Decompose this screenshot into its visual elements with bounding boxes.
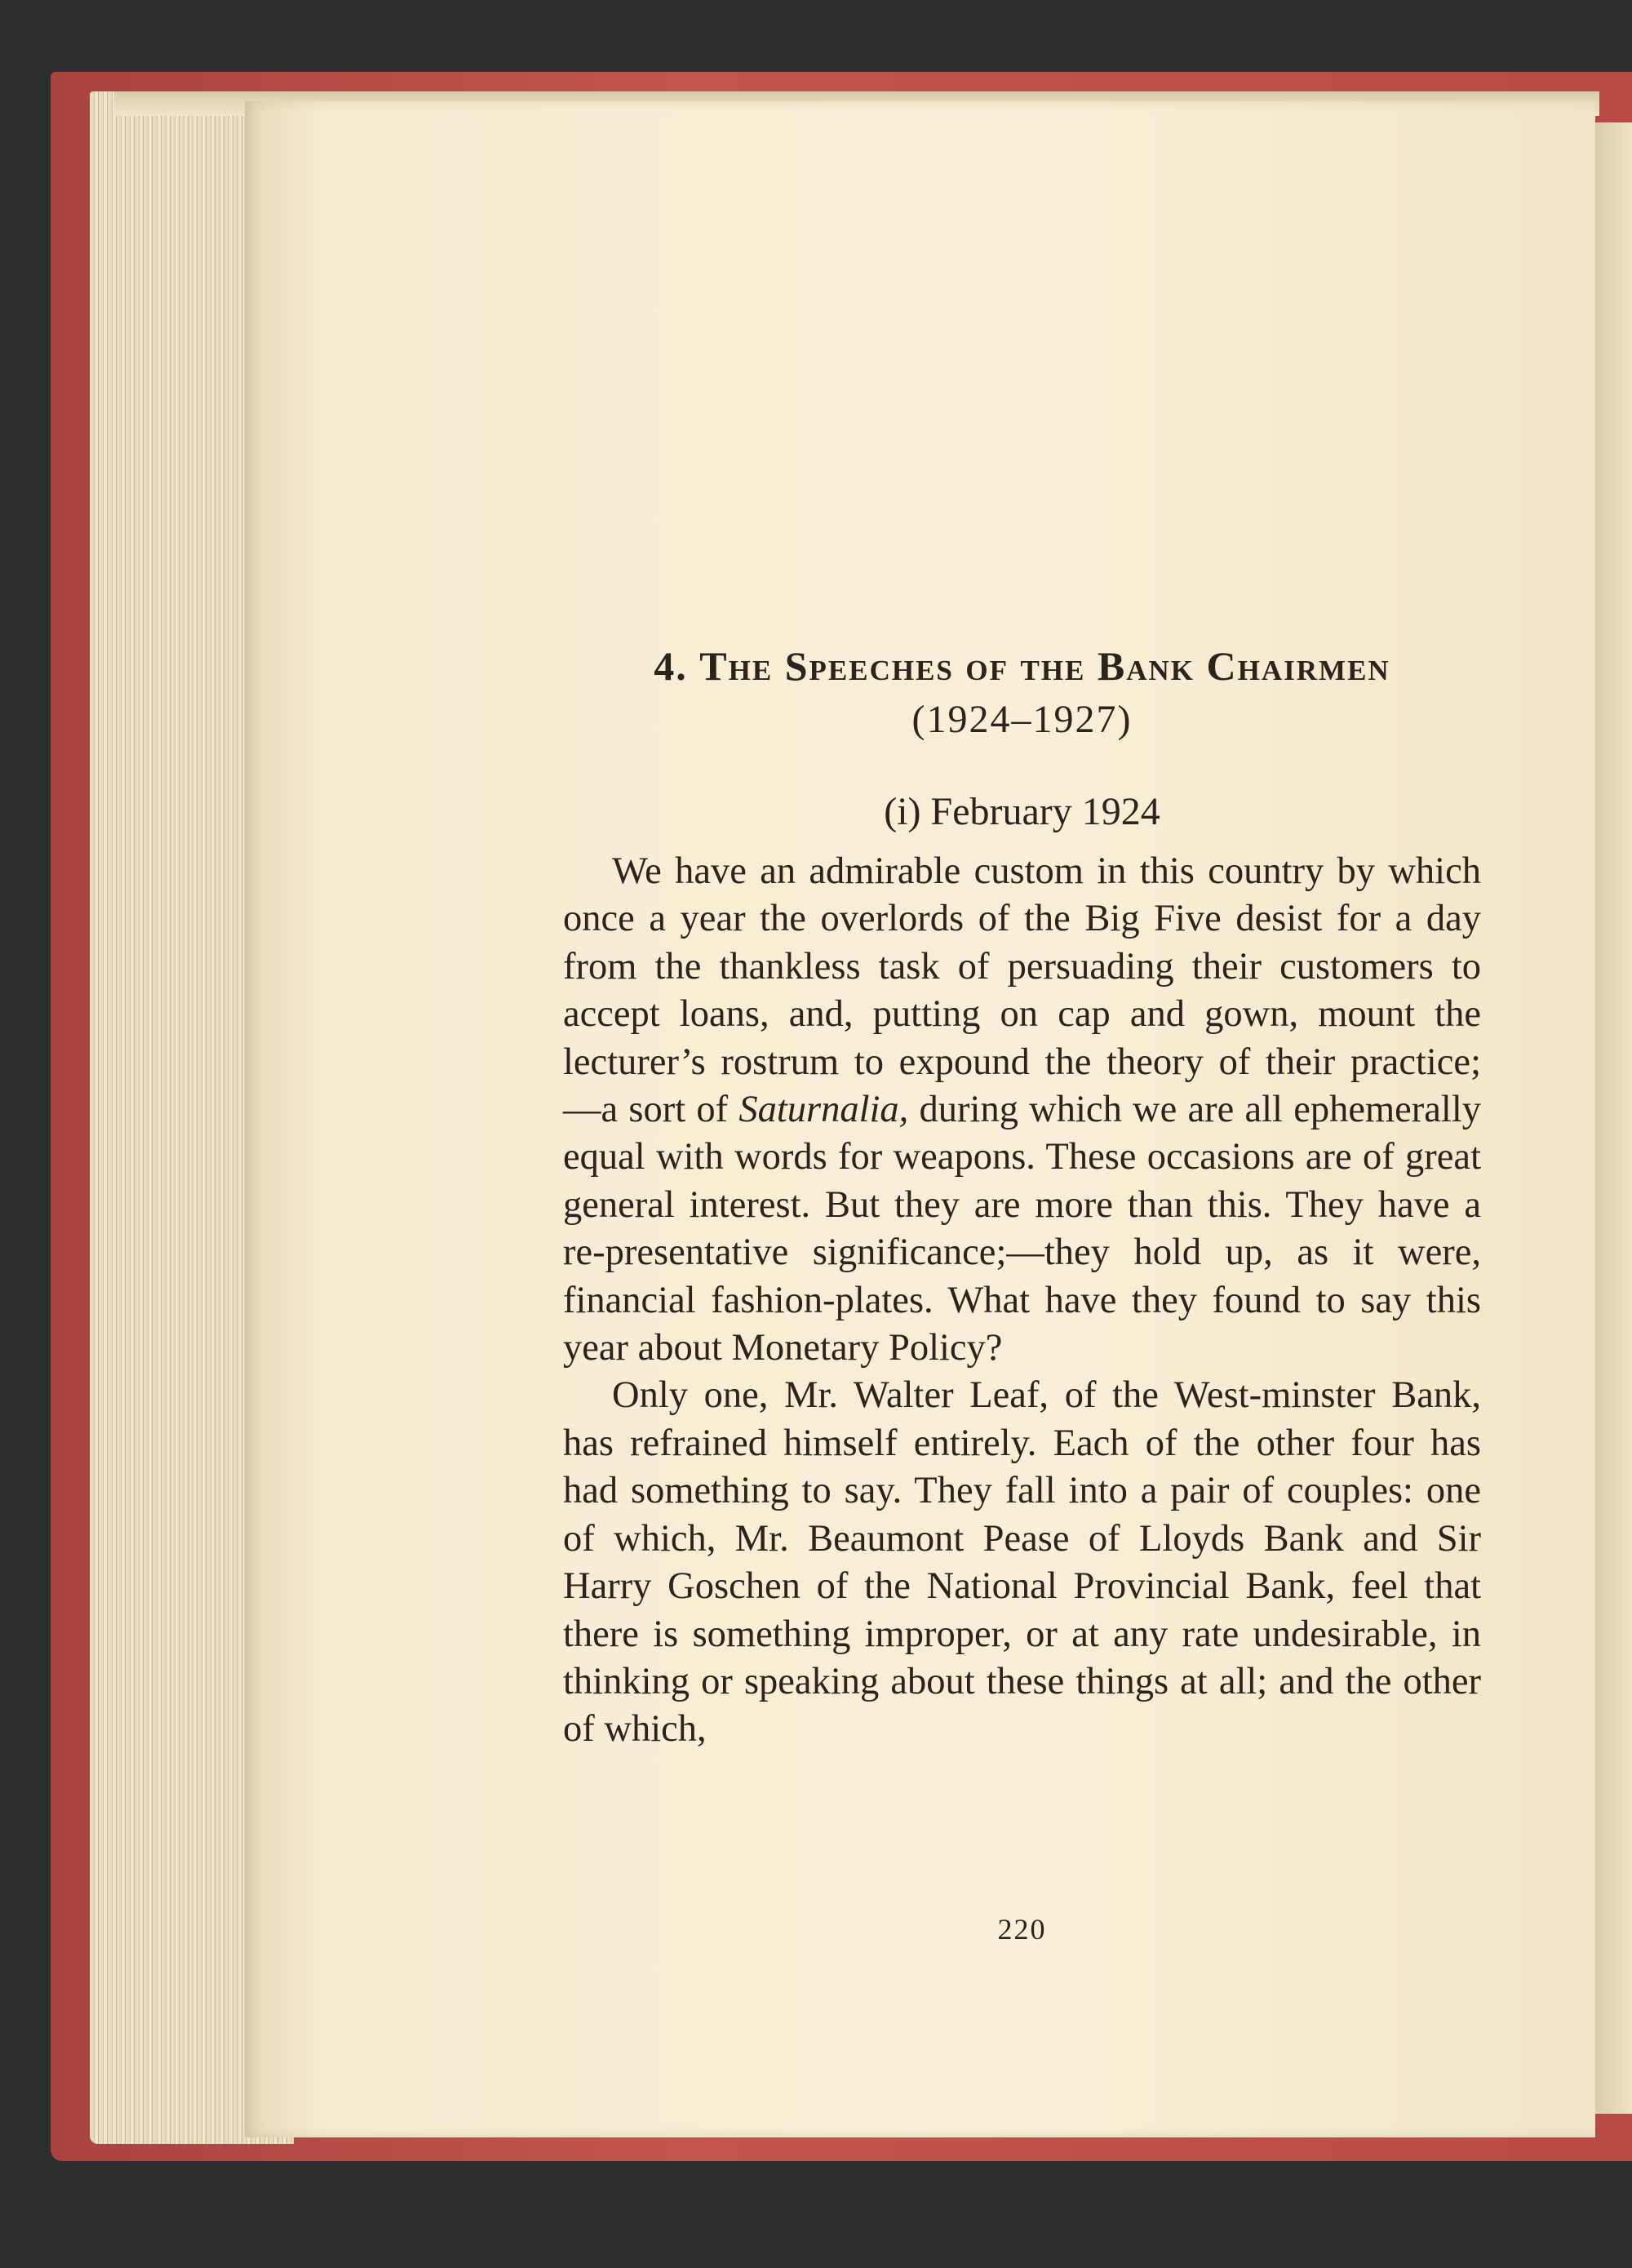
paragraph-1-text-cont: during which we are all ephemerally equal with words for weapons. These occasions are of great general interest. But they are more than this. They have a re-presentative significance;—they hold up, as it were, financial fashion-plates. What have they found to say this year about Monetary Policy? [563, 1089, 1481, 1369]
heading-number: 4. [654, 643, 688, 689]
body-text [563, 848, 1481, 1754]
chapter-heading [563, 641, 1481, 691]
page-text-column [563, 641, 1481, 1754]
page-number: 220 [997, 1913, 1047, 1946]
heading-word-chairmen: Chairmen [1206, 643, 1390, 689]
paragraph-2: Only one, Mr. Walter Leaf, of the West-minster Bank, has refrained himself entirely. Each of the other four has had something to say. They fall into a pair of couples: one of which, Mr. Beaumont Pease of Lloyds Bank and Sir Harry Goschen of the National Provincial Bank, feel that there is something improper, or at any rate undesirable, in thinking or speaking about these things at all; and the other of which, [563, 1374, 1481, 1751]
chapter-years: (1924–1927) [911, 698, 1133, 741]
heading-word-the: The [699, 643, 774, 689]
section-date: (i) February 1924 [884, 790, 1160, 833]
next-page-edge [1595, 122, 1632, 2114]
heading-word-bank: Bank [1097, 643, 1195, 689]
paragraph-1-text: We have an admirable custom in this country by which once a year the overlords of the Big Five desist for a day from the thankless task of persuading their customers to accept loans, and, putting on cap and gown, mount the lecturer’s rostrum to expound the theory of their practice; —a sort of [563, 850, 1481, 1131]
paragraph-1-italic: Saturnalia, [738, 1089, 909, 1131]
heading-word-speeches: Speeches [784, 643, 954, 689]
paragraph-1 [563, 848, 1481, 1372]
heading-word-of-the: of the [965, 643, 1086, 689]
